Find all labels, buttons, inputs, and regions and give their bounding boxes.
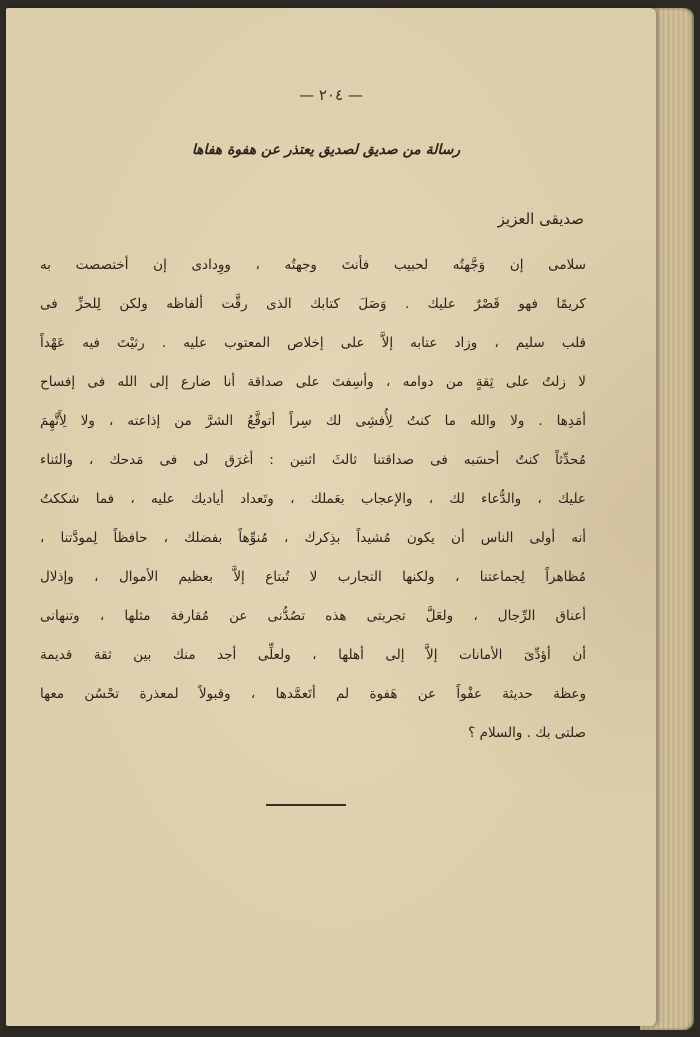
body-line: لا زلتُ على ثِقةٍ من دوامه ، وأسِفتَ على صداقة أنا ضارع إلى الله فى إفساح (40, 374, 586, 390)
body-line: سلامى إن وَجَّهتُه لحبيب فأنتَ وجهتُه ، ووِدادى إن أختصصت به (40, 257, 586, 273)
body-line: كريمًا فهو قَصْرٌ عليك . وَصَلَ كتابك الذى رقَّت ألفاظه ولكن لِلحزِّ فى (40, 296, 586, 312)
letter-body (40, 246, 586, 753)
body-line: أعناق الرِّجال ، ولعَلَّ تجربتى هذه تصُدُّنى عن مُقارفة مثلها ، وتنهانى (40, 608, 586, 624)
book-page (6, 8, 656, 1026)
body-line: عليك ، والدُّعاء لك ، والإعجاب بعَملك ، وتَعداد أياديك عليه ، فما شككتُ (40, 491, 586, 507)
end-rule-divider (266, 804, 346, 806)
body-line-closing: صلتى بك . والسلام ؟ (468, 725, 586, 741)
page-number: — ٢٠٤ — (299, 86, 363, 104)
body-line: مُحدِّثاً كنتُ أحسَبه فى صداقتنا ثالثَ اثنين : أغرَق لى فى مَدحك ، والثناء (40, 452, 586, 468)
body-line: مُظاهراً لِجماعتنا ، ولكنها التجارب لا تُبتاع إلاَّ بعظيم الأموال ، وإذلال (40, 569, 586, 585)
body-line: أن أؤدِّىَ الأمانات إلاَّ إلى أهلها ، ولعلِّى أجد منك بين ثقة قديمة (40, 647, 586, 663)
body-line: أنه أولى الناس أن يكون مُشيداً بذِكرك ، مُنوِّهاً بفضلك ، حافظاً لِمودَّتنا ، (40, 530, 586, 546)
letter-heading: رسالة من صديق لصديق يعتذر عن هفوة هفاها (191, 142, 461, 158)
letter-salutation: صديقى العزيز (497, 210, 584, 228)
body-line: قلب سليم ، وزاد عتابه إلاَّ على إخلاص المعتوب عليه . رثيْتَ فيه عَهْداً (40, 335, 586, 351)
body-line: وعظة حديثة عفْواً عن هَفوة لم أتَعمَّدها ، وقبولاً لمعذرة تحْسُن معها (40, 686, 586, 702)
body-line: أمَدِها . ولا والله ما كنتُ لِأُفشِى لك سِراً أتوقَّعُ الشرَّ من إذاعته ، ولا لِأَتَّهِمَ (40, 413, 586, 429)
